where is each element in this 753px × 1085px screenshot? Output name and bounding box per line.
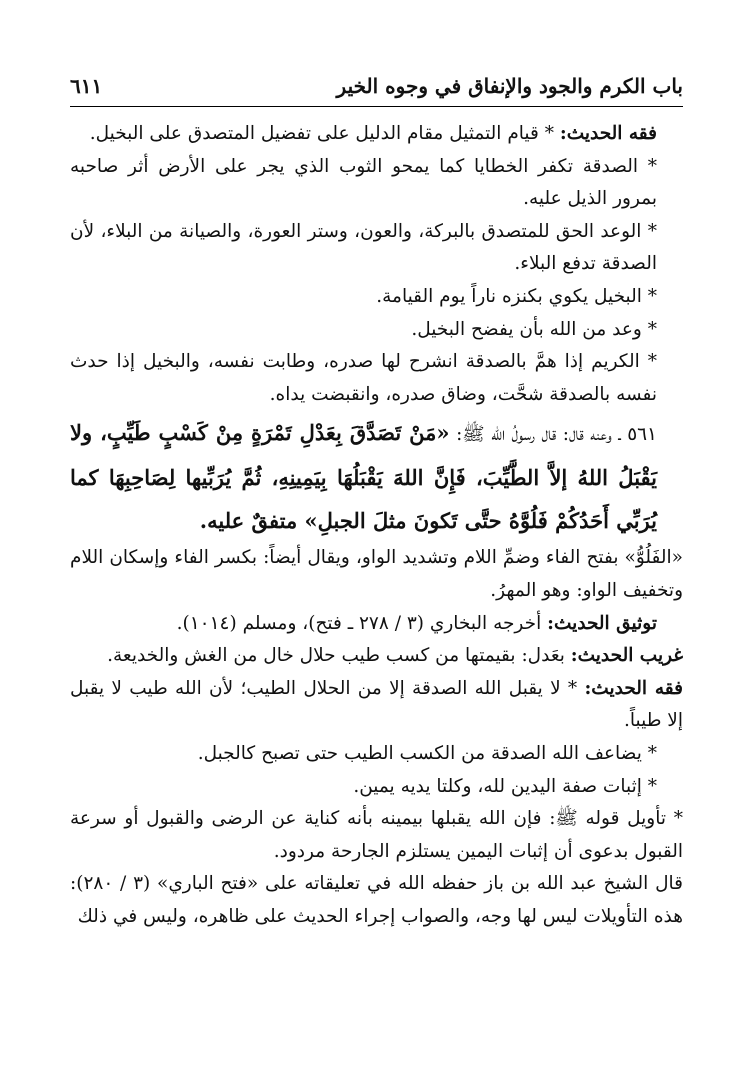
paragraph-text: * تأويل قوله ﷺ: فإن الله يقبلها بيمينه بأنه كناية عن الرضى والقبول أو سرعة القبول بدعوى أن إثبات اليمين يستلزم الجارحة مردود. bbox=[70, 808, 683, 862]
paragraph-text: * البخيل يكوي بكنزه ناراً يوم القيامة. bbox=[376, 285, 657, 307]
page-number: ٦١١ bbox=[70, 74, 103, 98]
paragraph-text: * لا يقبل الله الصدقة إلا من الحلال الطيب؛ لأن الله طيب لا يقبل إلا طيباً. bbox=[70, 677, 683, 732]
page-header bbox=[70, 66, 683, 107]
paragraph bbox=[70, 314, 683, 347]
page-body bbox=[70, 118, 683, 933]
hadith-body: «مَنْ تَصَدَّقَ بِعَدْلِ تَمْرَةٍ مِنْ كَسْبٍ طَيِّبٍ، ولا يَقْبَلُ اللهُ إلاَّ الطَّيِّبَ، فَإِنَّ اللهَ يَقْبَلُهَا بِيَمِينِهِ، ثُمَّ يُرَبِّيها لِصَاحِبِهَا كما يُرَبِّي أَحَدُكُمْ فَلُوَّهُ حتَّى تَكونَ مثلَ الجبلِ» متفقٌ عليه. bbox=[70, 420, 657, 534]
paragraph bbox=[70, 738, 683, 771]
paragraph bbox=[70, 771, 683, 804]
chapter-title: باب الكرم والجود والإنفاق في وجوه الخير bbox=[336, 74, 683, 98]
paragraph-text: أخرجه البخاري (٣ / ٢٧٨ ـ فتح)، ومسلم (١٠١٤). bbox=[176, 612, 548, 634]
paragraph bbox=[70, 346, 683, 411]
paragraph bbox=[70, 542, 683, 607]
hadith-text bbox=[70, 411, 683, 542]
paragraph-text: * الوعد الحق للمتصدق بالبركة، والعون، وستر العورة، والصيانة من البلاء، لأن الصدقة تدفع البلاء. bbox=[70, 220, 657, 275]
paragraph-text: * الكريم إذا همَّ بالصدقة انشرح لها صدره، وطابت نفسه، والبخيل إذا حدث نفسه بالصدقة شحَّت، وضاق صدره، وانقبضت يداه. bbox=[70, 351, 657, 405]
paragraph bbox=[70, 673, 683, 738]
section-label: فقه الحديث: bbox=[584, 677, 684, 699]
section-label: فقه الحديث: bbox=[559, 123, 657, 144]
section-label: غريب الحديث: bbox=[570, 645, 683, 667]
hadith-lead: ٥٦١ ـ وعنه قال: قال رسولُ الله ﷺ: bbox=[449, 424, 657, 446]
paragraph-text: * إثبات صفة اليدين لله، وكلتا يديه يمين. bbox=[353, 775, 657, 797]
paragraph bbox=[70, 281, 683, 314]
paragraph bbox=[70, 118, 683, 151]
paragraph-text: * يضاعف الله الصدقة من الكسب الطيب حتى تصبح كالجبل. bbox=[197, 742, 657, 764]
paragraph bbox=[70, 803, 683, 868]
paragraph bbox=[70, 640, 683, 673]
paragraph bbox=[70, 216, 683, 281]
paragraph bbox=[70, 151, 683, 216]
paragraph-text: * قيام التمثيل مقام الدليل على تفضيل المتصدق على البخيل. bbox=[89, 123, 560, 144]
paragraph bbox=[70, 608, 683, 641]
paragraph bbox=[70, 868, 683, 933]
paragraph-text: * الصدقة تكفر الخطايا كما يمحو الثوب الذي يجر على الأرض أثر صاحبه بمرور الذيل عليه. bbox=[70, 155, 657, 210]
paragraph-text: قال الشيخ عبد الله بن باز حفظه الله في تعليقاته على «فتح الباري» (٣ / ٢٨٠): هذه التأويلات ليس لها وجه، والصواب إجراء الحديث على ظاهره، وليس في ذلك bbox=[70, 873, 683, 927]
paragraph-text: * وعد من الله بأن يفضح البخيل. bbox=[411, 318, 657, 340]
paragraph-text: بعَدل: بقيمتها من كسب طيب حلال خال من الغش والخديعة. bbox=[107, 645, 571, 667]
paragraph-text: «الفَلُوُّ» بفتح الفاء وضمِّ اللام وتشديد الواو، ويقال أيضاً: بكسر الفاء وإسكان اللام وتخفيف الواو: وهو المهرُ. bbox=[70, 547, 683, 601]
section-label: توثيق الحديث: bbox=[547, 612, 657, 634]
